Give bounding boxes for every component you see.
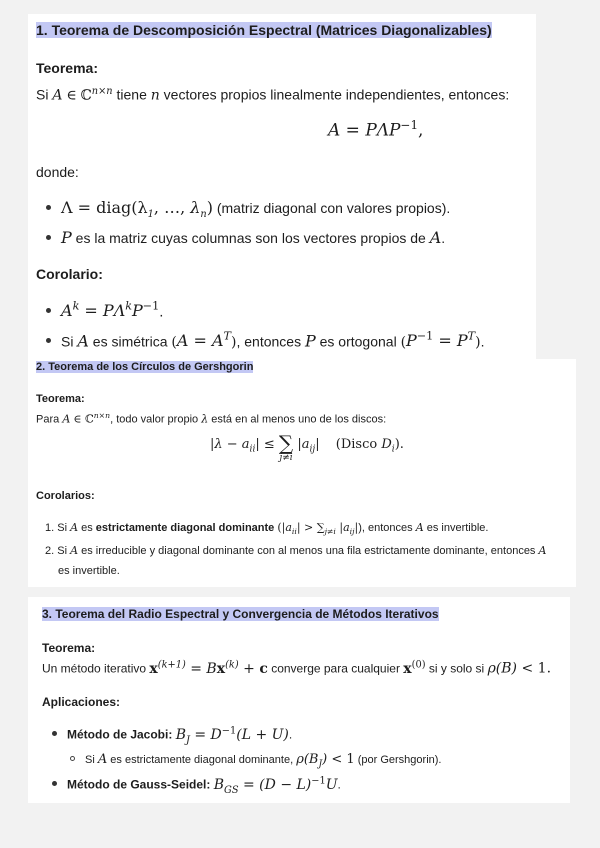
s3-jacobi: Método de Jacobi: $B_J = D^{-1}(L + U)$. <box>52 725 292 745</box>
s3-theorem-label: Teorema: <box>42 641 96 655</box>
bullet-icon <box>52 781 57 786</box>
section-1-card <box>28 14 536 359</box>
s1-bullet-lambda: $\Lambda = diag(\lambda_1$, …, $\lambda_n$) (matriz diagonal con valores propios). <box>46 198 450 220</box>
s1-corollary-power: $A^k = P\Lambda^kP^{-1}$. <box>46 300 163 320</box>
bullet-icon <box>46 205 51 210</box>
s3-jacobi-sub: Si A es estrictamente diagonal dominante, $\rho(B_J) < 1$ (por Gershgorin). <box>70 752 441 770</box>
s1-main-formula: $A = P\Lambda P^{-1}$, <box>328 118 424 141</box>
s3-theorem-statement: Un método iterativo $x^{(k+1)} = Bx^{(k)} + c$ converge para cualquier $x^{(0)}$ si y solo si ρ(B) < 1. <box>42 659 552 677</box>
section-2-card <box>28 359 576 587</box>
section-1-title: 1. Teorema de Descomposición Espectral (Matrices Diagonalizables) <box>36 22 492 38</box>
sub-bullet-icon <box>70 756 75 761</box>
s3-gauss-seidel: Método de Gauss-Seidel: $B_{GS} = (D - L)^{-1}U$. <box>52 775 341 795</box>
bullet-icon <box>46 338 51 343</box>
s1-corollary-symmetric: Si A es simétrica $(A = A^T)$, entonces P es ortogonal $(P^{-1} = P^T)$. <box>46 330 484 350</box>
s2-corollary-1: 1. Si A es estrictamente diagonal dominante ($|a_{ii}| > \sum_{j\ne i}$ $|a_{ij}|$), entonces A es invertible. <box>45 521 489 537</box>
s2-disc-formula: $|\lambda - a_{ii}|$ ≤ ∑ j≠i $|a_{ij}|$ (Disco $D_i$). <box>210 431 404 463</box>
s1-corollary-label: Corolario: <box>36 266 103 282</box>
section-3-card <box>28 597 570 803</box>
section-3-title: 3. Teorema del Radio Espectral y Convergencia de Métodos Iterativos <box>42 607 439 621</box>
s2-corollary-2: 2. Si A es irreducible y diagonal dominante con al menos una fila estrictamente dominante, entonces A <box>45 544 547 557</box>
s2-corollaries-label: Corolarios: <box>36 490 95 502</box>
s2-corollary-2-cont: es invertible. <box>58 565 120 577</box>
s2-theorem-statement: Para A ∈ ℂ$^{n\times n}$, todo valor propio λ está en al menos uno de los discos: <box>36 411 387 426</box>
s1-bullet-p: P es la matriz cuyas columnas son los vectores propios de A. <box>46 228 445 247</box>
s2-theorem-label: Teorema: <box>36 393 85 405</box>
bullet-icon <box>52 731 57 736</box>
s1-theorem-statement: Si A ∈ ℂ$^{n\times n}$ tiene n vectores propios linealmente independientes, entonces: <box>36 86 510 104</box>
bullet-icon <box>46 235 51 240</box>
s1-theorem-label: Teorema: <box>36 60 98 76</box>
bullet-icon <box>46 308 51 313</box>
section-2-title: 2. Teorema de los Círculos de Gershgorin <box>36 361 254 373</box>
s3-applications-label: Aplicaciones: <box>42 695 121 709</box>
s1-where: donde: <box>36 164 79 180</box>
